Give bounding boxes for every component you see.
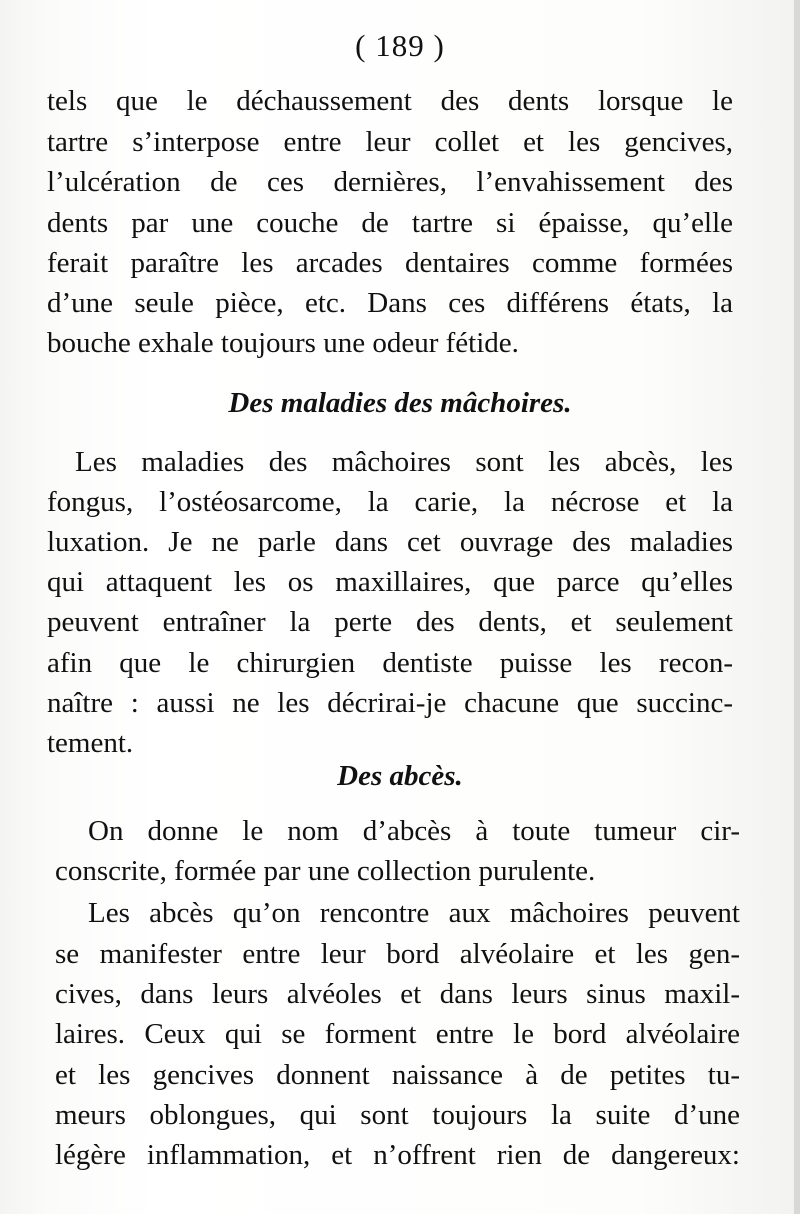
text-line: légère inflammation, et n’offrent rien de dangereux:: [55, 1139, 740, 1171]
text-line: fongus, l’ostéosarcome, la carie, la nécrose et la: [47, 486, 733, 518]
text-line: conscrite, formée par une collection purulente.: [55, 855, 596, 887]
text-line: tartre s’interpose entre leur collet et les gencives,: [47, 126, 733, 158]
text-line: laires. Ceux qui se forment entre le bord alvéolaire: [55, 1018, 740, 1050]
page-number: ( 189 ): [355, 28, 445, 63]
text-line: Les maladies des mâchoires sont les abcès, les: [75, 446, 733, 478]
text-line: peuvent entraîner la perte des dents, et seulement: [47, 606, 733, 638]
text-line: l’ulcération de ces dernières, l’envahissement des: [47, 166, 733, 198]
text-line: ferait paraître les arcades dentaires comme formées: [47, 247, 733, 279]
text-line: tement.: [47, 727, 134, 759]
text-line: dents par une couche de tartre si épaisse, qu’elle: [47, 207, 733, 239]
text-line: se manifester entre leur bord alvéolaire et les gen-: [55, 938, 740, 970]
text-line: tels que le déchaussement des dents lorsque le: [47, 85, 733, 117]
text-line: On donne le nom d’abcès à toute tumeur cir-: [88, 815, 740, 847]
text-line: Les abcès qu’on rencontre aux mâchoires peuvent: [88, 897, 740, 929]
text-line: et les gencives donnent naissance à de petites tu-: [55, 1059, 740, 1091]
section-heading: Des abcès.: [337, 760, 463, 792]
text-line: meurs oblongues, qui sont toujours la suite d’une: [55, 1099, 740, 1131]
text-line: afin que le chirurgien dentiste puisse les recon-: [47, 647, 733, 679]
text-line: qui attaquent les os maxillaires, que parce qu’elles: [47, 566, 733, 598]
page-edge: [794, 0, 800, 1214]
text-line: cives, dans leurs alvéoles et dans leurs sinus maxil-: [55, 978, 740, 1010]
section-heading: Des maladies des mâchoires.: [228, 387, 572, 419]
text-line: luxation. Je ne parle dans cet ouvrage des maladies: [47, 526, 733, 558]
text-line: d’une seule pièce, etc. Dans ces différens états, la: [47, 287, 733, 319]
text-line: bouche exhale toujours une odeur fétide.: [47, 327, 519, 359]
text-line: naître : aussi ne les décrirai-je chacune que succinc-: [47, 687, 733, 719]
